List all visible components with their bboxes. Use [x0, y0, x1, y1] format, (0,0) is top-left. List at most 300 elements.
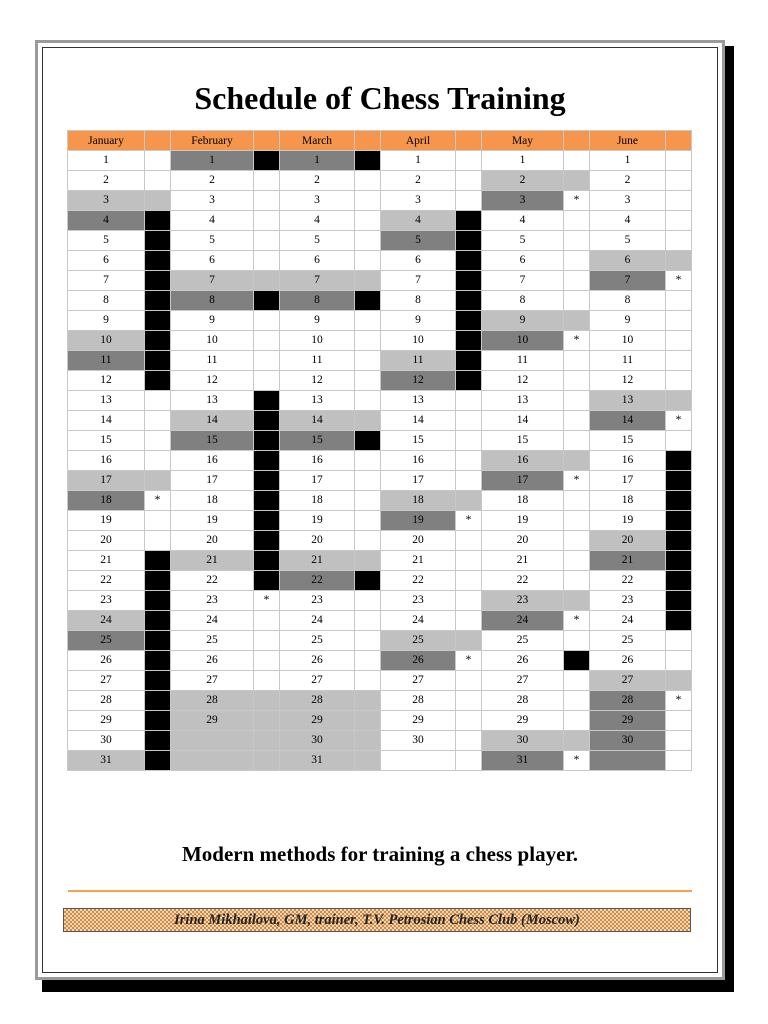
mark-cell	[254, 251, 280, 271]
mark-cell	[355, 211, 381, 231]
mark-cell	[145, 511, 171, 531]
day-cell: 26	[381, 651, 456, 671]
day-cell: 29	[280, 711, 355, 731]
month-header-row	[68, 131, 692, 151]
day-cell: 3	[590, 191, 666, 211]
mark-cell	[564, 591, 590, 611]
day-cell: 24	[280, 611, 355, 631]
day-cell: 13	[590, 391, 666, 411]
mark-cell	[355, 231, 381, 251]
asterisk-mark: *	[564, 471, 590, 491]
mark-cell	[456, 531, 482, 551]
day-row	[68, 311, 692, 331]
mark-cell	[254, 731, 280, 751]
mark-cell	[564, 171, 590, 191]
mark-cell	[254, 191, 280, 211]
mark-cell	[666, 311, 692, 331]
mark-cell	[254, 331, 280, 351]
mark-cell	[145, 331, 171, 351]
mark-cell	[254, 271, 280, 291]
page-title: Schedule of Chess Training	[194, 80, 566, 116]
day-cell: 8	[381, 291, 456, 311]
day-cell: 5	[381, 231, 456, 251]
day-cell: 28	[171, 691, 254, 711]
day-cell: 4	[482, 211, 564, 231]
mark-cell	[666, 551, 692, 571]
author-footer: Irina Mikhailova, GM, trainer, T.V. Petrosian Chess Club (Moscow)	[63, 908, 691, 932]
day-cell: 10	[68, 331, 145, 351]
day-row	[68, 271, 692, 291]
day-cell: 22	[590, 571, 666, 591]
mark-cell	[145, 751, 171, 771]
mark-cell	[355, 171, 381, 191]
mark-cell	[145, 311, 171, 331]
mark-cell	[355, 451, 381, 471]
day-cell: 3	[68, 191, 145, 211]
mark-cell	[564, 671, 590, 691]
mark-cell	[145, 431, 171, 451]
day-cell: 7	[68, 271, 145, 291]
mark-cell	[145, 151, 171, 171]
asterisk-mark: *	[456, 511, 482, 531]
day-cell: 23	[280, 591, 355, 611]
day-cell: 26	[482, 651, 564, 671]
day-cell: 5	[280, 231, 355, 251]
mark-cell	[456, 451, 482, 471]
day-row	[68, 251, 692, 271]
mark-cell	[456, 751, 482, 771]
day-cell: 8	[68, 291, 145, 311]
day-cell: 2	[68, 171, 145, 191]
mark-cell	[666, 451, 692, 471]
day-row	[68, 371, 692, 391]
month-header: January	[68, 131, 145, 151]
day-row	[68, 731, 692, 751]
mark-cell	[254, 211, 280, 231]
day-cell: 12	[590, 371, 666, 391]
day-cell: 30	[280, 731, 355, 751]
day-cell: 21	[381, 551, 456, 571]
mark-cell	[456, 211, 482, 231]
mark-cell	[456, 671, 482, 691]
day-cell: 6	[280, 251, 355, 271]
day-cell: 14	[68, 411, 145, 431]
mark-cell	[564, 451, 590, 471]
mark-cell	[254, 451, 280, 471]
mark-cell	[145, 171, 171, 191]
day-cell: 28	[381, 691, 456, 711]
mark-cell	[564, 551, 590, 571]
mark-cell	[564, 711, 590, 731]
day-cell: 6	[381, 251, 456, 271]
day-cell: 7	[171, 271, 254, 291]
day-cell: 28	[280, 691, 355, 711]
day-cell: 18	[381, 491, 456, 511]
mark-cell	[666, 751, 692, 771]
asterisk-mark: *	[564, 611, 590, 631]
mark-cell	[145, 271, 171, 291]
month-header-mark	[564, 131, 590, 151]
day-cell: 15	[68, 431, 145, 451]
mark-cell	[254, 171, 280, 191]
mark-cell	[666, 471, 692, 491]
day-cell: 2	[171, 171, 254, 191]
mark-cell	[145, 291, 171, 311]
mark-cell	[254, 151, 280, 171]
day-cell: 18	[68, 491, 145, 511]
mark-cell	[254, 371, 280, 391]
mark-cell	[355, 751, 381, 771]
mark-cell	[254, 571, 280, 591]
mark-cell	[355, 511, 381, 531]
day-cell: 13	[381, 391, 456, 411]
day-cell: 3	[381, 191, 456, 211]
day-cell: 16	[590, 451, 666, 471]
mark-cell	[456, 491, 482, 511]
day-cell: 19	[482, 511, 564, 531]
day-row	[68, 631, 692, 651]
mark-cell	[666, 431, 692, 451]
day-cell: 10	[381, 331, 456, 351]
day-cell: 21	[68, 551, 145, 571]
mark-cell	[456, 711, 482, 731]
day-cell: 31	[482, 751, 564, 771]
day-cell: 2	[381, 171, 456, 191]
day-row	[68, 591, 692, 611]
day-cell: 24	[68, 611, 145, 631]
day-cell: 30	[482, 731, 564, 751]
mark-cell	[355, 331, 381, 351]
day-cell: 12	[280, 371, 355, 391]
mark-cell	[145, 211, 171, 231]
day-cell: 25	[68, 631, 145, 651]
day-cell: 23	[171, 591, 254, 611]
day-cell: 23	[68, 591, 145, 611]
mark-cell	[355, 411, 381, 431]
day-cell: 19	[68, 511, 145, 531]
mark-cell	[564, 251, 590, 271]
asterisk-mark: *	[564, 331, 590, 351]
day-cell: 2	[590, 171, 666, 191]
mark-cell	[254, 411, 280, 431]
mark-cell	[456, 271, 482, 291]
day-cell: 14	[280, 411, 355, 431]
day-cell: 17	[171, 471, 254, 491]
day-row	[68, 491, 692, 511]
day-cell: 7	[590, 271, 666, 291]
day-row	[68, 611, 692, 631]
schedule-body	[68, 151, 692, 771]
day-cell: 4	[381, 211, 456, 231]
day-cell: 25	[381, 631, 456, 651]
day-cell	[171, 751, 254, 771]
day-row	[68, 671, 692, 691]
day-row	[68, 571, 692, 591]
mark-cell	[456, 731, 482, 751]
day-cell: 24	[482, 611, 564, 631]
day-cell: 26	[280, 651, 355, 671]
mark-cell	[145, 611, 171, 631]
day-cell: 8	[590, 291, 666, 311]
day-cell: 11	[482, 351, 564, 371]
day-cell: 10	[590, 331, 666, 351]
day-cell: 10	[482, 331, 564, 351]
day-row	[68, 451, 692, 471]
day-cell: 15	[171, 431, 254, 451]
mark-cell	[145, 631, 171, 651]
day-cell	[590, 751, 666, 771]
day-cell: 23	[482, 591, 564, 611]
day-row	[68, 171, 692, 191]
mark-cell	[564, 631, 590, 651]
day-cell: 21	[590, 551, 666, 571]
page-border	[42, 47, 718, 973]
day-row	[68, 191, 692, 211]
mark-cell	[145, 591, 171, 611]
day-row	[68, 471, 692, 491]
day-cell: 29	[482, 711, 564, 731]
mark-cell	[456, 571, 482, 591]
day-cell: 5	[590, 231, 666, 251]
day-row	[68, 511, 692, 531]
mark-cell	[355, 311, 381, 331]
mark-cell	[355, 291, 381, 311]
day-cell: 8	[280, 291, 355, 311]
mark-cell	[254, 631, 280, 651]
mark-cell	[355, 611, 381, 631]
day-cell: 18	[280, 491, 355, 511]
mark-cell	[666, 531, 692, 551]
day-cell: 31	[68, 751, 145, 771]
day-row	[68, 431, 692, 451]
mark-cell	[254, 711, 280, 731]
mark-cell	[456, 351, 482, 371]
day-cell: 4	[280, 211, 355, 231]
day-row	[68, 691, 692, 711]
divider-rule	[68, 890, 692, 892]
mark-cell	[564, 531, 590, 551]
mark-cell	[456, 371, 482, 391]
mark-cell	[145, 251, 171, 271]
day-cell: 5	[482, 231, 564, 251]
day-cell: 16	[171, 451, 254, 471]
mark-cell	[254, 651, 280, 671]
day-cell: 19	[171, 511, 254, 531]
mark-cell	[254, 311, 280, 331]
mark-cell	[564, 291, 590, 311]
day-cell: 1	[590, 151, 666, 171]
day-row	[68, 651, 692, 671]
day-cell	[381, 751, 456, 771]
mark-cell	[355, 591, 381, 611]
asterisk-mark: *	[564, 191, 590, 211]
day-cell: 1	[68, 151, 145, 171]
day-cell: 7	[381, 271, 456, 291]
day-cell: 15	[381, 431, 456, 451]
mark-cell	[254, 431, 280, 451]
day-cell: 28	[590, 691, 666, 711]
mark-cell	[666, 731, 692, 751]
day-cell: 4	[171, 211, 254, 231]
day-cell: 12	[482, 371, 564, 391]
mark-cell	[355, 151, 381, 171]
asterisk-mark: *	[145, 491, 171, 511]
mark-cell	[564, 691, 590, 711]
mark-cell	[456, 611, 482, 631]
mark-cell	[456, 151, 482, 171]
mark-cell	[666, 351, 692, 371]
mark-cell	[456, 411, 482, 431]
day-cell: 12	[381, 371, 456, 391]
day-cell: 27	[590, 671, 666, 691]
day-cell: 1	[171, 151, 254, 171]
mark-cell	[145, 571, 171, 591]
day-cell: 29	[171, 711, 254, 731]
day-cell: 27	[68, 671, 145, 691]
day-cell: 10	[280, 331, 355, 351]
mark-cell	[355, 711, 381, 731]
day-cell: 16	[482, 451, 564, 471]
mark-cell	[666, 511, 692, 531]
day-cell: 20	[280, 531, 355, 551]
day-cell: 14	[482, 411, 564, 431]
mark-cell	[666, 231, 692, 251]
mark-cell	[666, 251, 692, 271]
mark-cell	[355, 651, 381, 671]
mark-cell	[145, 731, 171, 751]
day-cell: 6	[171, 251, 254, 271]
day-cell: 18	[171, 491, 254, 511]
day-cell: 11	[280, 351, 355, 371]
mark-cell	[564, 491, 590, 511]
day-row	[68, 411, 692, 431]
day-cell: 28	[68, 691, 145, 711]
day-cell: 4	[590, 211, 666, 231]
mark-cell	[564, 231, 590, 251]
month-header: March	[280, 131, 355, 151]
mark-cell	[666, 371, 692, 391]
day-cell: 19	[381, 511, 456, 531]
mark-cell	[254, 351, 280, 371]
mark-cell	[564, 571, 590, 591]
month-header-mark	[145, 131, 171, 151]
mark-cell	[666, 491, 692, 511]
month-header-mark	[456, 131, 482, 151]
day-cell: 23	[381, 591, 456, 611]
day-cell: 23	[590, 591, 666, 611]
schedule-table	[67, 130, 692, 771]
day-cell: 25	[590, 631, 666, 651]
day-cell: 9	[590, 311, 666, 331]
asterisk-mark: *	[666, 271, 692, 291]
day-cell: 11	[381, 351, 456, 371]
mark-cell	[564, 151, 590, 171]
month-header: May	[482, 131, 564, 151]
mark-cell	[145, 471, 171, 491]
day-cell: 17	[381, 471, 456, 491]
day-cell: 1	[381, 151, 456, 171]
day-cell: 15	[482, 431, 564, 451]
day-cell: 4	[68, 211, 145, 231]
day-row	[68, 531, 692, 551]
day-cell: 22	[280, 571, 355, 591]
day-cell: 2	[280, 171, 355, 191]
mark-cell	[456, 551, 482, 571]
month-header-mark	[355, 131, 381, 151]
day-cell: 28	[482, 691, 564, 711]
day-cell: 19	[280, 511, 355, 531]
mark-cell	[666, 611, 692, 631]
day-cell	[171, 731, 254, 751]
day-cell: 16	[68, 451, 145, 471]
mark-cell	[145, 671, 171, 691]
mark-cell	[355, 631, 381, 651]
mark-cell	[254, 491, 280, 511]
mark-cell	[666, 191, 692, 211]
day-cell: 7	[280, 271, 355, 291]
asterisk-mark: *	[456, 651, 482, 671]
day-cell: 13	[280, 391, 355, 411]
day-cell: 5	[171, 231, 254, 251]
day-cell: 30	[381, 731, 456, 751]
day-cell: 9	[482, 311, 564, 331]
mark-cell	[456, 291, 482, 311]
mark-cell	[456, 431, 482, 451]
day-cell: 25	[280, 631, 355, 651]
day-cell: 3	[280, 191, 355, 211]
month-header: June	[590, 131, 666, 151]
mark-cell	[666, 211, 692, 231]
mark-cell	[145, 531, 171, 551]
mark-cell	[355, 271, 381, 291]
day-row	[68, 351, 692, 371]
day-cell: 24	[590, 611, 666, 631]
day-cell: 31	[280, 751, 355, 771]
day-cell: 3	[482, 191, 564, 211]
day-cell: 20	[482, 531, 564, 551]
day-cell: 27	[171, 671, 254, 691]
mark-cell	[254, 551, 280, 571]
day-cell: 12	[171, 371, 254, 391]
mark-cell	[564, 731, 590, 751]
day-cell: 7	[482, 271, 564, 291]
day-cell: 20	[171, 531, 254, 551]
mark-cell	[254, 291, 280, 311]
day-cell: 13	[68, 391, 145, 411]
mark-cell	[145, 651, 171, 671]
mark-cell	[145, 191, 171, 211]
day-cell: 27	[482, 671, 564, 691]
day-cell: 29	[68, 711, 145, 731]
mark-cell	[145, 691, 171, 711]
mark-cell	[355, 691, 381, 711]
mark-cell	[456, 191, 482, 211]
day-row	[68, 551, 692, 571]
day-cell: 3	[171, 191, 254, 211]
day-cell: 5	[68, 231, 145, 251]
day-cell: 24	[381, 611, 456, 631]
day-cell: 9	[171, 311, 254, 331]
mark-cell	[666, 671, 692, 691]
mark-cell	[355, 491, 381, 511]
asterisk-mark: *	[254, 591, 280, 611]
day-row	[68, 231, 692, 251]
mark-cell	[145, 451, 171, 471]
mark-cell	[456, 171, 482, 191]
day-cell: 17	[590, 471, 666, 491]
day-cell: 20	[68, 531, 145, 551]
mark-cell	[456, 311, 482, 331]
